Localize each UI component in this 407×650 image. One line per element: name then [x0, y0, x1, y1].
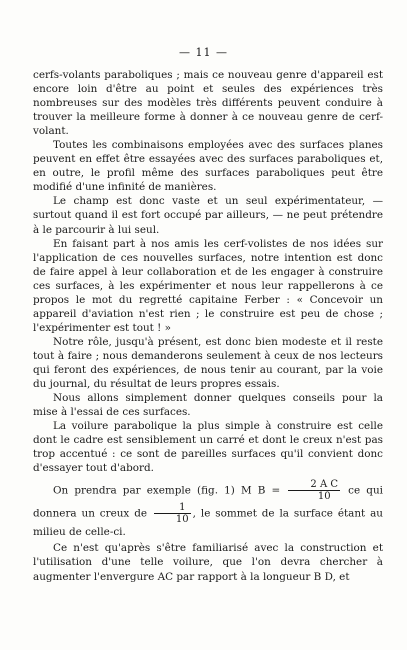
fraction-mb-numerator: 2 A C	[288, 479, 340, 491]
paragraph-2: Toutes les combinaisons employées avec des surfaces planes peuvent en effet être essayées avec des surfaces paraboliques et, en outre, le profil même des surfaces paraboliques peut être modifié d'une infinité de manières.	[33, 139, 383, 194]
formula-text-before: On prendra par exemple (fig. 1) M B =	[53, 484, 281, 497]
paragraph-5: Notre rôle, jusqu'à présent, est donc bien modeste et il reste tout à faire ; nous demanderons seulement à ceux de nos lecteurs qui feront des expériences, de nous tenir au courant, par la voie du journal, du résultat de leurs propres essais.	[33, 335, 383, 391]
fraction-creux-denominator: 10	[175, 514, 189, 526]
fraction-creux	[154, 502, 191, 525]
paragraph-1: cerfs-volants paraboliques ; mais ce nouveau genre d'appareil est encore loin d'être au point et seules des expériences très nombreuses sur des modèles très différents peuvent conduire à trouver la meilleure forme à donner à ce nouveau genre de cerf-volant.	[33, 69, 383, 138]
formula-paragraph	[33, 479, 383, 539]
paragraph-4: En faisant part à nos amis les cerf-volistes de nos idées sur l'application de ces nouvelles surfaces, notre intention est donc de faire appel à leur collaboration et de les engager à construire ces surfaces, à les expérimenter et nous leur rappellerons à ce propos le mot du regretté capitaine Ferber : « Concevoir un appareil d'aviation n'est rien ; le construire est peu de chose ; l'expérimenter est tout ! »	[33, 237, 383, 334]
body-text	[33, 68, 383, 584]
paragraph-3: Le champ est donc vaste et un seul expérimentateur, — surtout quand il est fort occupé par ailleurs, — ne peut prétendre à le parcourir à lui seul.	[33, 195, 383, 236]
paragraph-7: La voilure parabolique la plus simple à construire est celle dont le cadre est sensiblement un carré et dont le creux n'est pas trop accentué : ce sont de pareilles surfaces qu'il convient donc d'essayer tout d'abord.	[33, 420, 383, 475]
formula-text-middle: ce qui donnera un creux de	[33, 484, 383, 520]
paragraph-6: Nous allons simplement donner quelques conseils pour la mise à l'essai de ces surfaces.	[33, 392, 383, 419]
page-number-header: — 11 —	[179, 46, 228, 59]
formula-text-after: , le sommet de la surface étant au milieu de celle-ci.	[33, 507, 383, 539]
paragraph-last: Ce n'est qu'après s'être familiarisé avec la construction et l'utilisation d'une telle voilure, que l'on devra chercher à augmenter l'envergure AC par rapport à la longueur B D, et	[33, 542, 383, 583]
fraction-creux-numerator: 1	[154, 502, 191, 514]
fraction-mb-denominator: 10	[317, 491, 331, 503]
fraction-mb	[288, 479, 340, 502]
